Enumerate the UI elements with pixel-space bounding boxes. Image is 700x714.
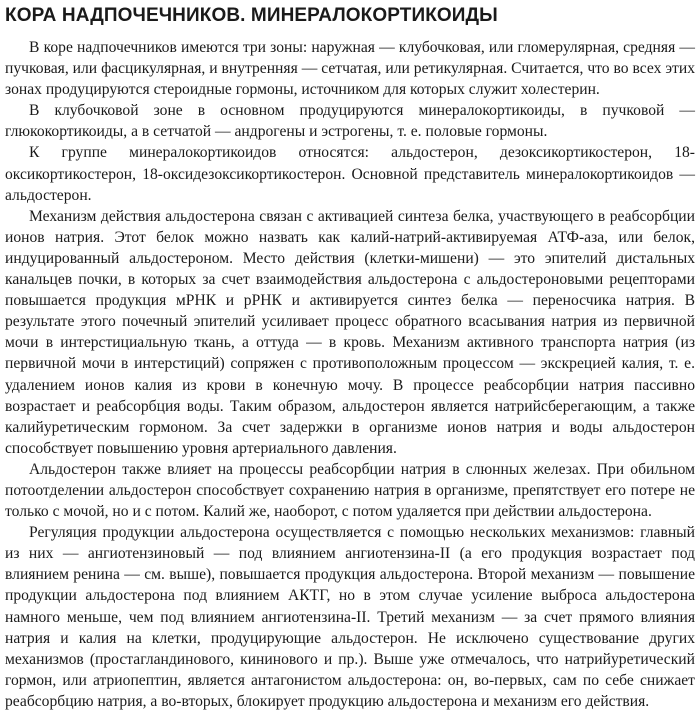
paragraph-aldosterone-regulation: Регуляция продукции альдостерона осуществляется с помощью нескольких механизмов: главный из них — ангиотензиновый — под влиянием ангиотензина-II (а его продукция возрастает под влиянием ренина — см. выше), повышается продукция альдостерона. Второй механизм — повышение продукции альдостерона под влиянием АКТГ, но в этом случае усиление выброса альдостерона намного меньше, чем под влиянием ангиотензина-II. Третий механизм — за счет прямого влияния натрия и калия на клетки, продуцирующие альдостерон. Не исключено существование других механизмов (простагландинового, кининового и пр.). Выше уже отмечалось, что натрийуретический гормон, или атриопептин, является антагонистом альдостерона: он, во-первых, сам по себе снижает реабсорбцию натрия, а во-вторых, блокирует продукцию альдостерона и механизм его действия.	[5, 524, 695, 710]
paragraph-adrenal-zones: В коре надпочечников имеются три зоны: наружная — клубочковая, или гломерулярная, средняя — пучковая, или фасцикулярная, и внутренняя — сетчатая, или ретикулярная. Считается, что во всех этих зонах продуцируются стероидные гормоны, источником для которых служит холестерин.	[5, 39, 695, 99]
paragraph-salivary-glands: Альдостерон также влияет на процессы реабсорбции натрия в слюнных железах. При обильном потоотделении альдостерон способствует сохранению натрия в организме, препятствует его потере не только с мочой, но и с потом. Калий же, наоборот, с потом удаляется при действии альдостерона.	[5, 460, 695, 521]
body-text	[5, 37, 695, 712]
paragraph-zone-hormones: В клубочковой зоне в основном продуцируются минералокортикоиды, в пучковой — глюкокортикоиды, а в сетчатой — андрогены и эстрогены, т. е. половые гормоны.	[5, 102, 695, 141]
section-title: КОРА НАДПОЧЕЧНИКОВ. МИНЕРАЛОКОРТИКОИДЫ	[5, 5, 498, 26]
paragraph-mineralocorticoid-group: К группе минералокортикоидов относятся: альдостерон, дезоксикортикостерон, 18-оксикортикостерон, 18-оксидезоксикортикостерон. Основной представитель минералокортикоидов — альдостерон.	[5, 144, 695, 204]
paragraph-aldosterone-mechanism: Механизм действия альдостерона связан с активацией синтеза белка, участвующего в реабсорбции ионов натрия. Этот белок можно назвать как калий-натрий-активируемая АТФ-аза, или белок, индуцированный альдостероном. Место действия (клетки-мишени) — это эпителий дистальных канальцев почки, в которых за счет взаимодействия альдостерона с альдостероновыми рецепторами повышается продукция мРНК и рРНК и активируется синтез белка — переносчика натрия. В результате этого почечный эпителий усиливает процесс обратного всасывания натрия из первичной мочи в интерстициальную ткань, а оттуда — в кровь. Механизм активного транспорта натрия (из первичной мочи в интерстиций) сопряжен с противоположным процессом — экскрецией калия, т. е. удалением ионов калия из крови в конечную мочу. В процессе реабсорбции натрия пассивно возрастает и реабсорбция воды. Таким образом, альдостерон является натрийсберегающим, а также калийуретическим гормоном. За счет задержки в организме ионов натрия и воды альдостерон способствует повышению уровня артериального давления.	[5, 207, 695, 457]
